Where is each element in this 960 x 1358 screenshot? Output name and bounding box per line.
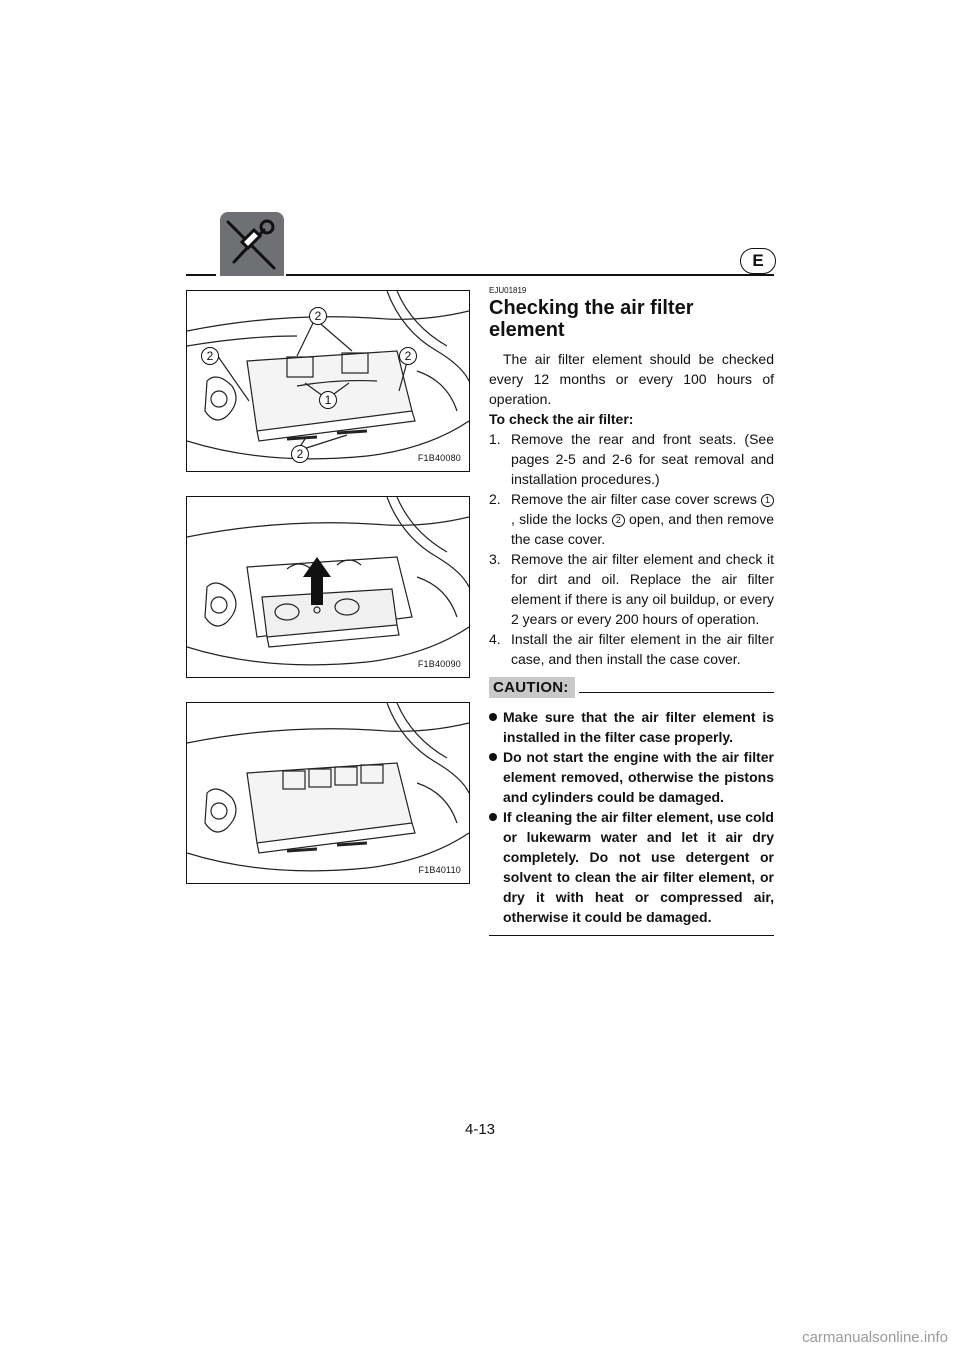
- filter-removal-illustration: [187, 497, 469, 677]
- caution-item: If cleaning the air filter element, use cold or lukewarm water and let it air dry completely. Do not use detergent or solvent to clean the air filter element, or dry it with heat or compressed air, otherwise it could be damaged.: [489, 807, 774, 927]
- procedure-step: 4. Install the air filter element in the air filter case, and then install the case cover.: [489, 631, 774, 667]
- bullet-icon: [489, 753, 497, 761]
- page-number: 4-13: [464, 1121, 496, 1138]
- procedure-step: 3. Remove the air filter element and check it for dirt and oil. Replace the air filter element if there is any oil buildup, or every 2 years or every 200 hours of operation.: [489, 551, 774, 627]
- procedure-step: 2. Remove the air filter case cover screws 1, slide the locks 2 open, and then remove the case cover.: [489, 491, 774, 547]
- callout-locks: 2: [309, 307, 327, 325]
- callout-locks: 2: [291, 445, 309, 463]
- callout-locks: 2: [201, 347, 219, 365]
- callout-locks: 2: [399, 347, 417, 365]
- text-column: [489, 286, 774, 936]
- caution-list: [489, 707, 774, 927]
- caution-label: CAUTION:: [489, 677, 575, 698]
- caution-rule: [579, 692, 774, 693]
- figure-code: F1B40090: [417, 659, 461, 669]
- caution-item: Do not start the engine with the air filter element removed, otherwise the pistons and cylinders could be damaged.: [489, 747, 774, 807]
- watermark[interactable]: carmanualsonline.info: [802, 1329, 948, 1346]
- intro-paragraph: The air filter element should be checked every 12 months or every 100 hours of operation.: [489, 351, 774, 407]
- header-rule-left: [186, 274, 216, 276]
- callout-ref-screws: 1: [761, 494, 774, 507]
- header-rule-right: [286, 274, 774, 276]
- procedure-steps: [489, 429, 774, 669]
- procedure-step: 1. Remove the rear and front seats. (See pages 2-5 and 2-6 for seat removal and installation procedures.): [489, 431, 774, 487]
- bullet-icon: [489, 713, 497, 721]
- callout-screws: 1: [319, 391, 337, 409]
- figure-air-filter-case: [186, 290, 470, 472]
- figure-code: F1B40110: [418, 865, 461, 875]
- section-title: Checking the air filter element: [489, 297, 694, 341]
- tools-icon: [220, 212, 284, 276]
- section-code: EJU01819: [489, 286, 527, 295]
- figure-installed-cover: [186, 702, 470, 884]
- callout-ref-locks: 2: [612, 514, 625, 527]
- caution-end-rule: [489, 935, 774, 936]
- installed-cover-illustration: [187, 703, 469, 883]
- bullet-icon: [489, 813, 497, 821]
- caution-header: [489, 677, 774, 703]
- figure-code: F1B40080: [417, 453, 461, 463]
- air-filter-case-illustration: [187, 291, 469, 471]
- procedure-heading: To check the air filter:: [489, 411, 634, 427]
- figure-filter-removal: [186, 496, 470, 678]
- language-badge: E: [740, 248, 776, 274]
- caution-item: Make sure that the air filter element is installed in the filter case properly.: [489, 707, 774, 747]
